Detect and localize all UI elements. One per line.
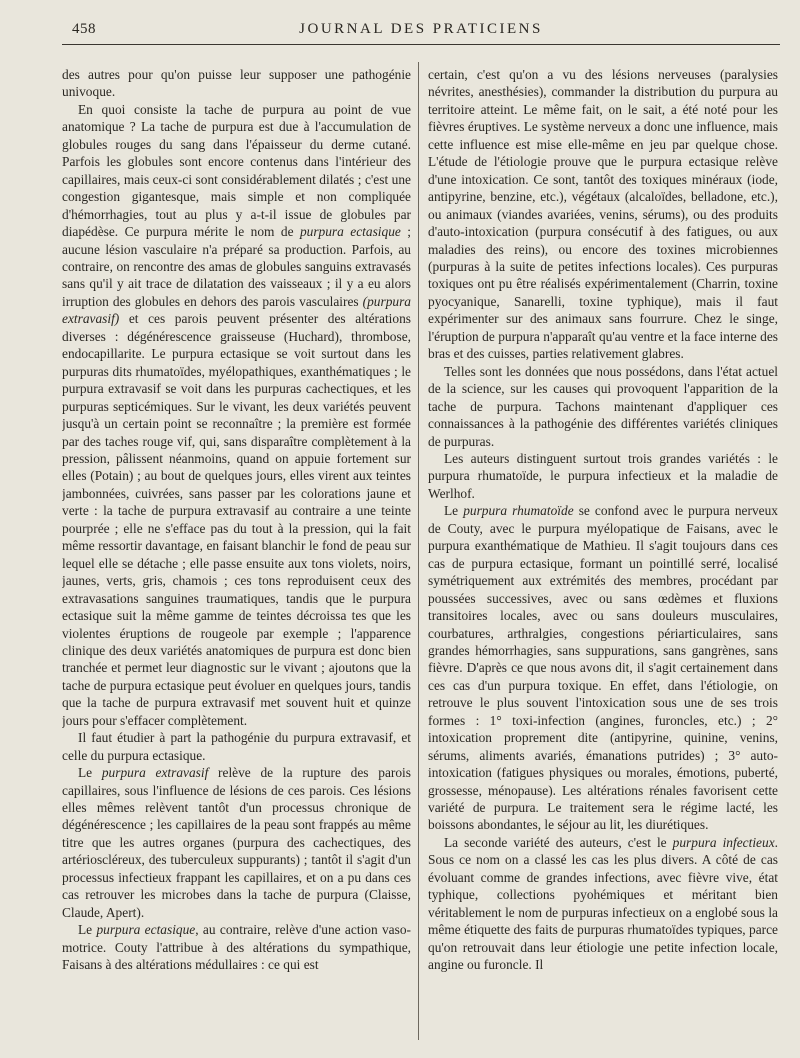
italic-term: purpura ectasique [96,922,196,938]
running-header [62,18,780,45]
text-run: Il faut étudier à part la pathogénie du purpura extravasif, et celle du purpura ectasique. [62,730,411,763]
italic-term: (purpura extravasif) [62,293,411,327]
paragraph [428,834,778,974]
column-divider [418,62,419,1040]
text-run: certain, c'est qu'on a vu des lésions nerveuses (paralysies névrites, anesthésies), commander la distribution du purpura au territoire atteint. Le même fait, on le sait, a été noté pour les fièvres éruptives. Le système nerveux a donc une influence, mais cette influence est mise elle-même en jeu par quelque chose. L'étude de l'étiologie prouve que le purpura ectasique relève d'une intoxication. Ce sont, tantôt des toxiques minéraux (iode, antipyrine, benzine, etc.), végétaux (alcaloïdes, belladone, etc.), ou animaux (viandes avariées, venins, sérums), ou des produits d'auto-intoxication (purpura consécutif à des fatigues, ou aux maladies des reins), ou encore des toxines microbiennes (purpuras à la suite de petites infections locales). Ces purpuras toxiques ont pu être réalisés expérimentalement (Charrin, toxine pyocyanique, Sanarelli, toxine typhique), mais il faut expérimenter sur des animaux sans fourrure. Chez le singe, l'éruption de purpura n'apparaît qu'au ventre et la face interne des bras et des cuisses, parties relativement glabres. [428,67,778,362]
paragraph [62,764,411,921]
left-text-column [62,66,411,1041]
italic-term: purpura ectasique [299,224,401,240]
paragraph [428,66,778,363]
text-run: En quoi consiste la tache de purpura au point de vue anatomique ? La tache de purpura est due à l'accumulation de globules rouges du sang dans l'épaisseur du derme cutané. Parfois les globules sont encore contenus dans l'intérieur des capillaires, mais ceux-ci sont considérablement dilatés ; c'est une congestion gigantesque, mais simple et non compliquée d'hémorrhagies, tout au plus y a-t-il issue de globules par diapédèse. Ce purpura mérite le nom de [62,101,411,240]
italic-term: purpura infectieux [672,834,775,850]
text-run: se confond avec le purpura nerveux de Couty, avec le purpura myélopatique de Faisans, avec le purpura exanthématique de Mathieu. Il s'agit toujours dans ces cas de purpura ectasique, formant un pointillé serré, localisé symétriquement aux extrémités des membres, procédant par poussées successives, avec ou sans œdèmes et fluxions transitoires locales, avec ou sans douleurs musculaires, courbatures, arthralgies, congestions périarticulaires, sans grandes hémorrhagies, sans suppurations, sans gangrènes, sans fièvre. D'après ce que nous avons dit, il s'agit certainement dans ces cas d'un purpura toxique. En effet, dans l'étiologie, on retrouve le plus souvent l'intoxication sous une de ses trois formes : 1° toxi-infection (angines, furoncles, etc.) ; 2° intoxication proprement dite (antipyrine, quinine, venins, sérums, aliments avariés, émanations putrides) ; 3° auto-intoxication (fatigues physiques ou morales, émotions, puberté, grossesse, ménopause). Les altérations rénales favorisent cette variété de purpura. Le traitement sera le régime lacté, les boissons abondantes, le séjour au lit, les diurétiques. [428,503,778,833]
text-run: Telles sont les données que nous possédons, dans l'état actuel de la science, sur les causes qui provoquent l'apparition de la tache de purpura. Tachons maintenant d'appliquer ces connaissances à la pathogénie des différentes variétés cliniques de purpuras. [428,363,778,449]
paragraph [62,921,411,973]
paragraph [428,502,778,834]
page-number: 458 [72,21,96,37]
text-run: , au contraire, relève d'une action vaso-motrice. Couty l'attribue à des altérations du sympathique, Faisans à des altérations médullaires : ce qui est [62,922,411,973]
journal-title: JOURNAL DES PRATICIENS [299,21,543,37]
italic-term: purpura rhumatoïde [463,503,574,519]
text-run: Le [444,503,464,519]
right-text-column [428,66,778,1041]
text-run: La seconde variété des auteurs, c'est le [444,834,673,850]
text-run: et ces parois peuvent présenter des altérations diverses : dégénérescence graisseuse (Huchard), thrombose, endocapillarite. Le purpura ectasique se voit surtout dans les purpuras dits rhumatoïdes, myélopathiques, exanthématiques ; le purpura extravasif se voit dans les purpuras cachectiques, et les purpuras septicémiques. Sur le vivant, les deux variétés peuvent jusqu'à un certain point se reconnaître ; la première est formée par des taches rouge vif, qui, sans disparaître complètement à la pression, pâlissent néanmoins, quand on appuie fortement sur elles (Potain) ; au bout de quelques jours, elles virent aux teintes jambonnées, cuivrées, sans passer par les colorations jaune et verte : la tache de purpura extravasif au contraire a une teinte pourprée ; elle ne s'efface pas du tout à la pression, qui la fait même ressortir davantage, en faisant blanchir le fond de peau sur lequel elle se détache ; elle passe ensuite aux tons violets, noirs, jaunes, verts, gris, chamois ; ces tons reproduisent ceux des extravasations sanguines traumatiques, tandis que le purpura ectasique suit la même gamme de teintes décroissa tes que les violentes éruptions de rougeole par exemple ; l'apparence clinique des deux variétés anatomiques de purpura est donc bien tranchée et permet leur diagnostic sur le vivant ; ajoutons que la tache de purpura ectasique peut évoluer en quelques jours, tandis que la tache de purpura extravasif met souvent huit et quinze jours pour s'effacer complètement. [62,311,411,728]
text-run: relève de la rupture des parois capillaires, sous l'influence de lésions de ces parois. Ces lésions elles mêmes relèvent tantôt d'un processus chronique de dégénérescence ; les capillaires de la peau sont frappés au même titre que les autres organes (purpura des cachectiques, des artérioscléreux, des tuberculeux suppurants) ; tantôt il s'agit d'un processus infectieux frappant les capillaires, et on a pu dans ces cas retrouver les microbes dans la tache de purpura (Claisse, Claude, Apert). [62,765,411,920]
text-run: ; aucune lésion vasculaire n'a préparé sa production. Parfois, au contraire, on rencontre des amas de globules sanguins extravasés sans qu'il y ait trace de dilatation des vaisseaux ; il y a eu alors irruption des globules en dehors des parois vasculaires [62,224,411,309]
paragraph [428,450,778,502]
text-run: des autres pour qu'on puisse leur supposer une pathogénie univoque. [62,67,411,100]
paragraph [428,363,778,450]
text-run: Les auteurs distinguent surtout trois grandes variétés : le purpura rhumatoïde, le purpura infectieux et la maladie de Werlhof. [428,450,778,501]
paragraph [62,66,411,101]
text-run: Le [78,922,97,938]
italic-term: purpura extravasif [101,765,209,781]
text-run: . Sous ce nom on a classé les cas les plus divers. A côté de cas évoluant comme de grandes infections, avec fièvre vive, état typhique, collections pyohémiques et méritant bien véritablement le nom de purpuras infectieux on a englobé sous la même étiquette des faits de purpuras rhumatoïdes typiques, parce qu'on retrouvait dans leur étiologie une petite infection locale, angine ou furoncle. Il [428,834,778,973]
paragraph [62,101,411,729]
text-run: Le [78,765,102,781]
paragraph [62,729,411,764]
